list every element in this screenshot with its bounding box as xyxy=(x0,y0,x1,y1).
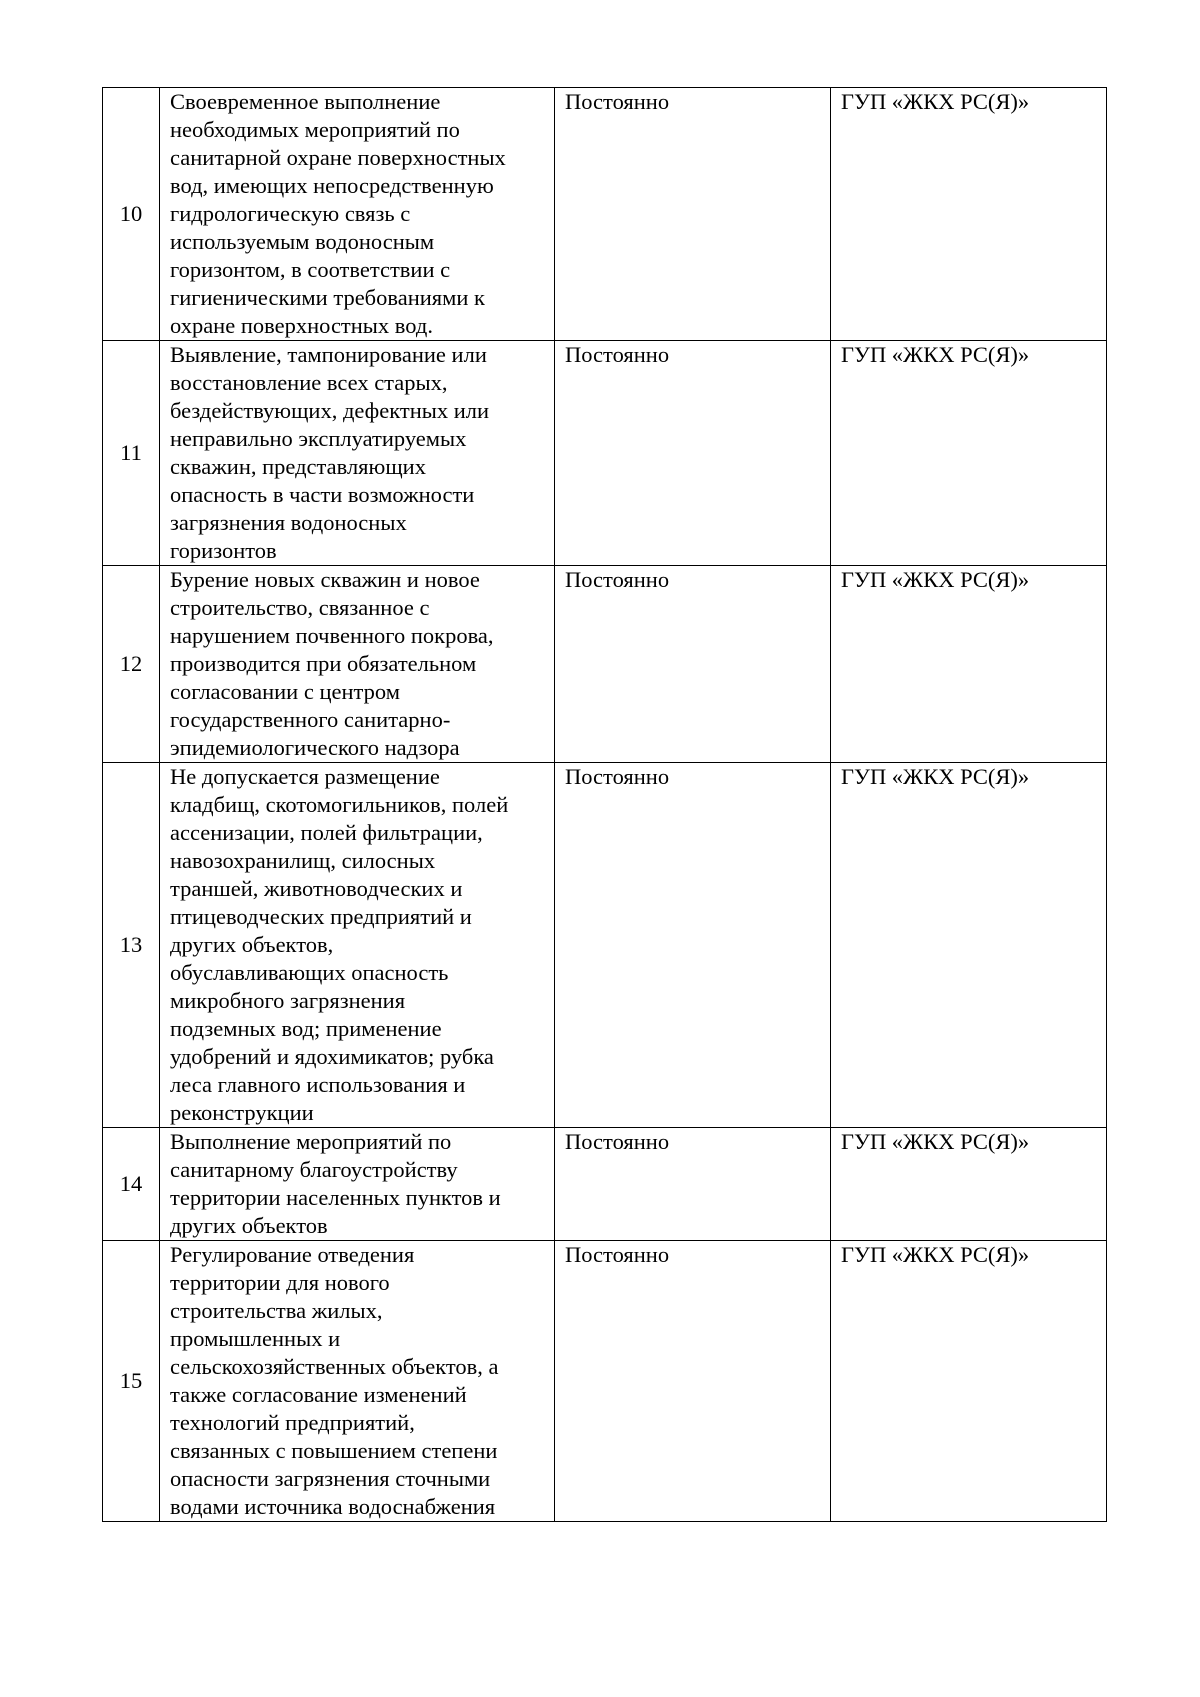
measure-responsible: ГУП «ЖКХ РС(Я)» xyxy=(831,566,1107,763)
measure-description: Выполнение мероприятий по санитарному благоустройству территории населенных пунктов и других объектов xyxy=(160,1128,555,1241)
measure-responsible: ГУП «ЖКХ РС(Я)» xyxy=(831,1241,1107,1522)
row-number: 14 xyxy=(103,1128,160,1241)
table-row xyxy=(103,763,1107,1128)
row-number: 12 xyxy=(103,566,160,763)
table-row xyxy=(103,1128,1107,1241)
row-number: 10 xyxy=(103,88,160,341)
measure-responsible: ГУП «ЖКХ РС(Я)» xyxy=(831,1128,1107,1241)
measure-responsible: ГУП «ЖКХ РС(Я)» xyxy=(831,763,1107,1128)
measure-responsible: ГУП «ЖКХ РС(Я)» xyxy=(831,88,1107,341)
table-row xyxy=(103,566,1107,763)
table-row xyxy=(103,88,1107,341)
measure-period: Постоянно xyxy=(555,1241,831,1522)
measure-period: Постоянно xyxy=(555,88,831,341)
measure-period: Постоянно xyxy=(555,566,831,763)
measure-responsible: ГУП «ЖКХ РС(Я)» xyxy=(831,341,1107,566)
measure-period: Постоянно xyxy=(555,763,831,1128)
measures-table xyxy=(102,87,1107,1522)
measure-period: Постоянно xyxy=(555,341,831,566)
measure-description: Не допускается размещение кладбищ, скотомогильников, полей ассенизации, полей фильтрации, навозохранилищ, силосных траншей, животноводческих и птицеводческих предприятий и других объектов, обуславливающих опасность микробного загрязнения подземных вод; применение удобрений и ядохимикатов; рубка леса главного использования и реконструкции xyxy=(160,763,555,1128)
row-number: 15 xyxy=(103,1241,160,1522)
row-number: 11 xyxy=(103,341,160,566)
measure-description: Регулирование отведения территории для нового строительства жилых, промышленных и сельскохозяйственных объектов, а также согласование изменений технологий предприятий, связанных с повышением степени опасности загрязнения сточными водами источника водоснабжения xyxy=(160,1241,555,1522)
table-row xyxy=(103,1241,1107,1522)
table-row xyxy=(103,341,1107,566)
row-number: 13 xyxy=(103,763,160,1128)
measure-period: Постоянно xyxy=(555,1128,831,1241)
measure-description: Своевременное выполнение необходимых мероприятий по санитарной охране поверхностных вод, имеющих непосредственную гидрологическую связь с используемым водоносным горизонтом, в соответствии с гигиеническими требованиями к охране поверхностных вод. xyxy=(160,88,555,341)
measure-description: Выявление, тампонирование или восстановление всех старых, бездействующих, дефектных или неправильно эксплуатируемых скважин, представляющих опасность в части возможности загрязнения водоносных горизонтов xyxy=(160,341,555,566)
measure-description: Бурение новых скважин и новое строительство, связанное с нарушением почвенного покрова, производится при обязательном согласовании с центром государственного санитарно- эпидемиологического надзора xyxy=(160,566,555,763)
